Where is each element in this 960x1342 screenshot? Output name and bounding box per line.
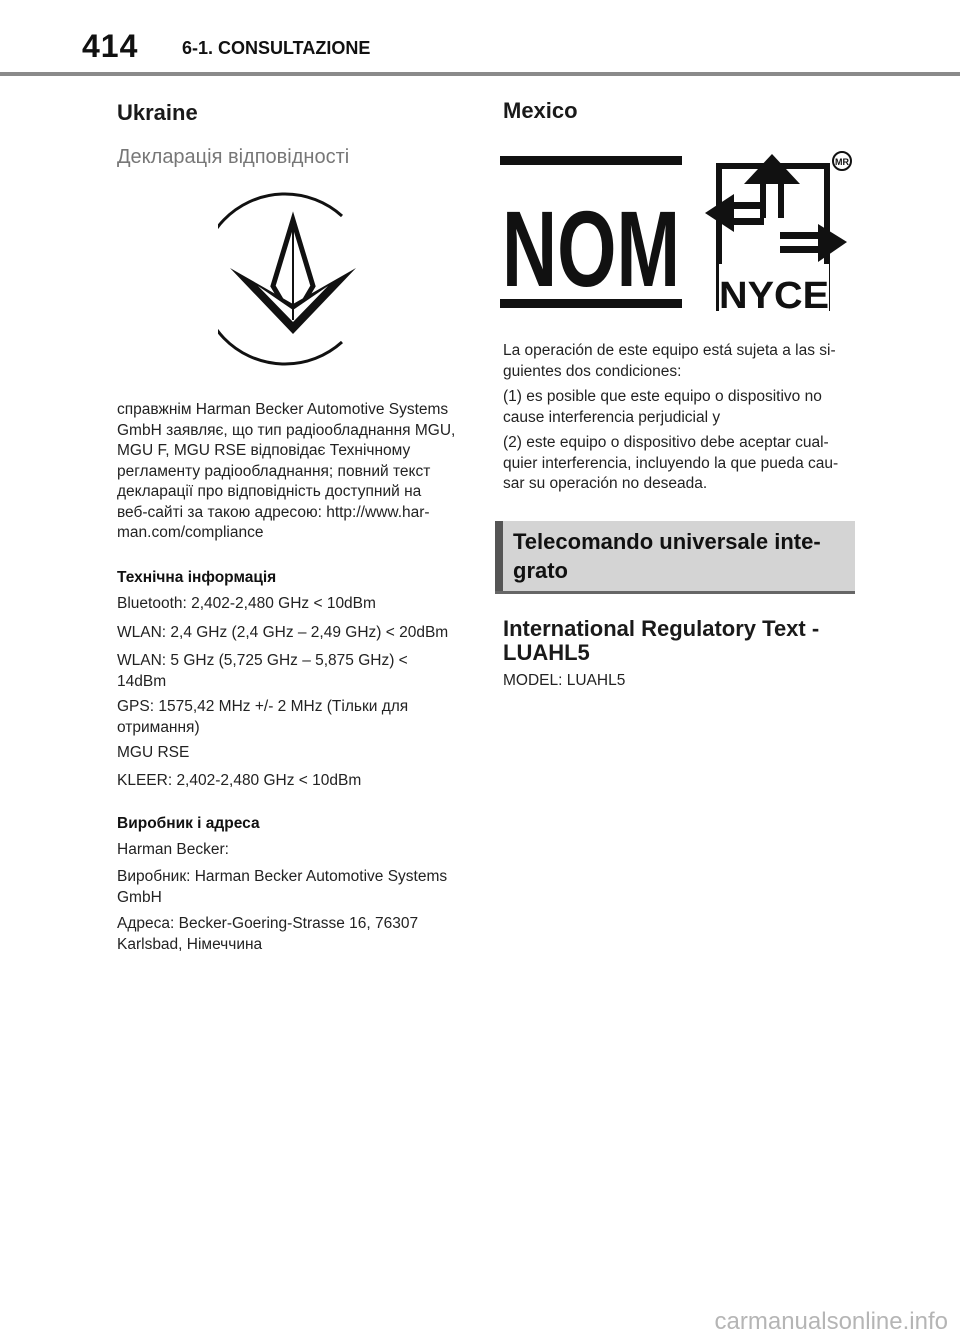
universal-remote-heading: [513, 527, 843, 585]
regulatory-heading-line: International Regulatory Text -: [503, 616, 820, 641]
tech-bluetooth: Bluetooth: 2,402-2,480 GHz < 10dBm: [117, 595, 376, 612]
ukraine-conformity-mark: [218, 186, 368, 372]
mexico-line: La operación de este equipo está sujeta a las si-: [503, 342, 836, 359]
declaration-line: man.com/compliance: [117, 524, 264, 541]
nyce-logo-text: NYCE: [719, 275, 829, 314]
mexico-heading: Mexico: [503, 98, 578, 123]
manufacturer-line: GmbH: [117, 888, 162, 906]
tech-gps-line: GPS: 1575,42 MHz +/- 2 MHz (Тільки для: [117, 698, 409, 715]
mexico-line: quier interferencia, incluyendo la que pueda cau-: [503, 454, 839, 472]
declaration-line: декларації про відповідність доступний на: [117, 483, 422, 500]
manufacturer-full: [117, 867, 447, 908]
nom-logo-text: NOM: [502, 188, 680, 309]
declaration-line: справжнім Harman Becker Automotive Systems: [117, 401, 449, 418]
mexico-line: guientes dos condiciones:: [503, 362, 682, 380]
mexico-paragraph-2: [503, 387, 863, 428]
section-title: 6-1. CONSULTAZIONE: [182, 38, 371, 58]
address-line: Karlsbad, Німеччина: [117, 935, 263, 953]
tech-wlan-24: WLAN: 2,4 GHz (2,4 GHz – 2,49 GHz) < 20dBm: [117, 624, 449, 641]
tech-gps: [117, 697, 408, 738]
declaration-line: GmbH заявляє, що тип радіообладнання MGU,: [117, 421, 456, 439]
mexico-paragraph-1: [503, 341, 863, 382]
nom-nyce-logo: [500, 146, 854, 314]
mexico-line: cause interferencia perjudicial y: [503, 408, 721, 426]
manufacturer-line: Виробник: Harman Becker Automotive Systems: [117, 868, 448, 885]
ukraine-heading: Ukraine: [117, 100, 198, 125]
regulatory-heading-line: LUAHL5: [503, 640, 590, 665]
manufacturer-address: [117, 914, 418, 955]
mexico-paragraph-3: [503, 433, 863, 495]
page-number: 414: [82, 28, 139, 64]
declaration-line: регламенту радіообладнання; повний текст: [117, 462, 431, 480]
tech-wlan-5-line: WLAN: 5 GHz (5,725 GHz – 5,875 GHz) <: [117, 652, 408, 669]
manufacturer-heading: Виробник і адреса: [117, 815, 260, 832]
mexico-line: (1) es posible que este equipo o dispositivo no: [503, 388, 822, 405]
tech-wlan-5-line: 14dBm: [117, 672, 167, 690]
tech-info-heading: Технічна інформація: [117, 569, 277, 586]
manufacturer-name: Harman Becker:: [117, 841, 229, 858]
universal-remote-section-box: [495, 521, 855, 594]
regulatory-text-heading: [503, 617, 863, 665]
ukraine-declaration: [117, 400, 467, 544]
tech-wlan-5: [117, 651, 408, 692]
mexico-line: sar su operación no deseada.: [503, 475, 708, 492]
model-number: MODEL: LUAHL5: [503, 672, 626, 689]
universal-remote-heading-line: grato: [513, 558, 568, 583]
tech-kleer: KLEER: 2,402-2,480 GHz < 10dBm: [117, 772, 362, 789]
declaration-line: веб-сайті за такою адресою: http://www.har-: [117, 503, 430, 521]
tech-mgu-rse: MGU RSE: [117, 744, 190, 761]
header-rule: [0, 72, 960, 76]
section-box-accent: [495, 521, 503, 591]
page-header: [0, 0, 960, 76]
declaration-line: MGU F, MGU RSE відповідає Технічному: [117, 442, 411, 459]
watermark: carmanualsonline.info: [714, 1308, 948, 1335]
mr-mark: MR: [835, 157, 849, 167]
tech-gps-line: отримання): [117, 718, 200, 736]
address-line: Адреса: Becker-Goering-Strasse 16, 76307: [117, 915, 419, 932]
mexico-line: (2) este equipo o dispositivo debe aceptar cual-: [503, 434, 829, 451]
ukraine-subtitle: Декларація відповідності: [117, 146, 350, 168]
universal-remote-heading-line: Telecomando universale inte-: [513, 529, 821, 554]
